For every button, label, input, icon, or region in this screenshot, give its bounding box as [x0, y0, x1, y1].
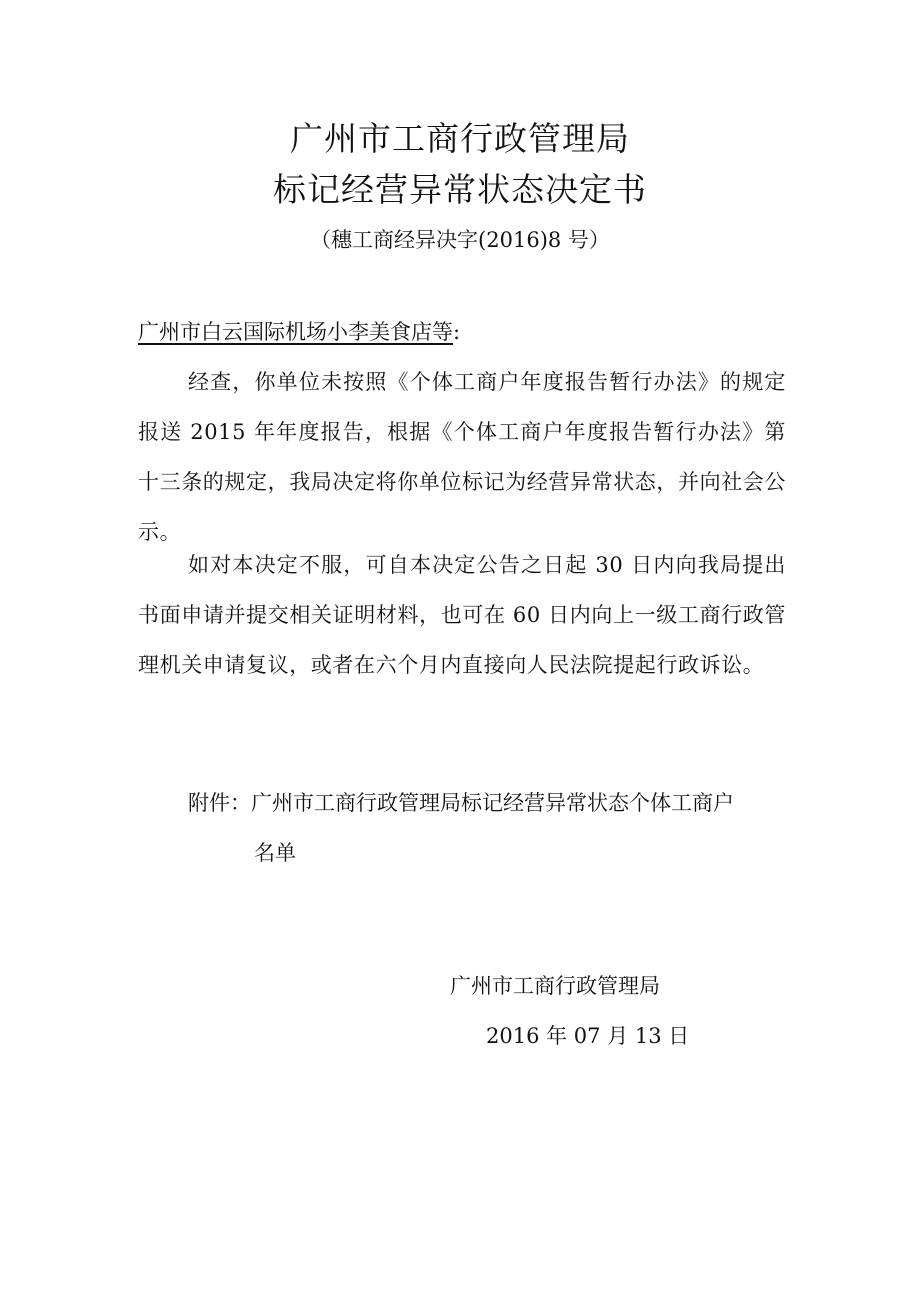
addressee — [138, 316, 460, 348]
issuing-authority: 广州市工商行政管理局 — [450, 974, 660, 998]
document-title-line-2: 标记经营异常状态决定书 — [273, 170, 647, 209]
attachment-label: 附件： — [188, 791, 251, 815]
document-number: （穗工商经异决字(2016)8 号） — [310, 228, 610, 252]
addressee-name: 广州市白云国际机场小李美食店等 — [138, 320, 453, 344]
attachment-title-line-2: 名单 — [254, 841, 296, 865]
issue-date: 2016 年 07 月 13 日 — [486, 1024, 690, 1048]
document-title-line-1: 广州市工商行政管理局 — [290, 119, 630, 158]
body-paragraph-1: 经查，你单位未按照《个体工商户年度报告暂行办法》的规定报送 2015 年年度报告，根据《个体工商户年度报告暂行办法》第十三条的规定，我局决定将你单位标记为经营异常状态，并向社会公示。 — [138, 370, 786, 544]
attachment-title-line-1: 广州市工商行政管理局标记经营异常状态个体工商户 — [251, 791, 734, 815]
addressee-colon: : — [453, 320, 461, 344]
attachment-note — [188, 778, 788, 878]
body-paragraph-2: 如对本决定不服，可自本决定公告之日起 30 日内向我局提出书面申请并提交相关证明材料，也可在 60 日内向上一级工商行政管理机关申请复议，或者在六个月内直接向人民法院提起行政诉讼。 — [138, 553, 786, 677]
